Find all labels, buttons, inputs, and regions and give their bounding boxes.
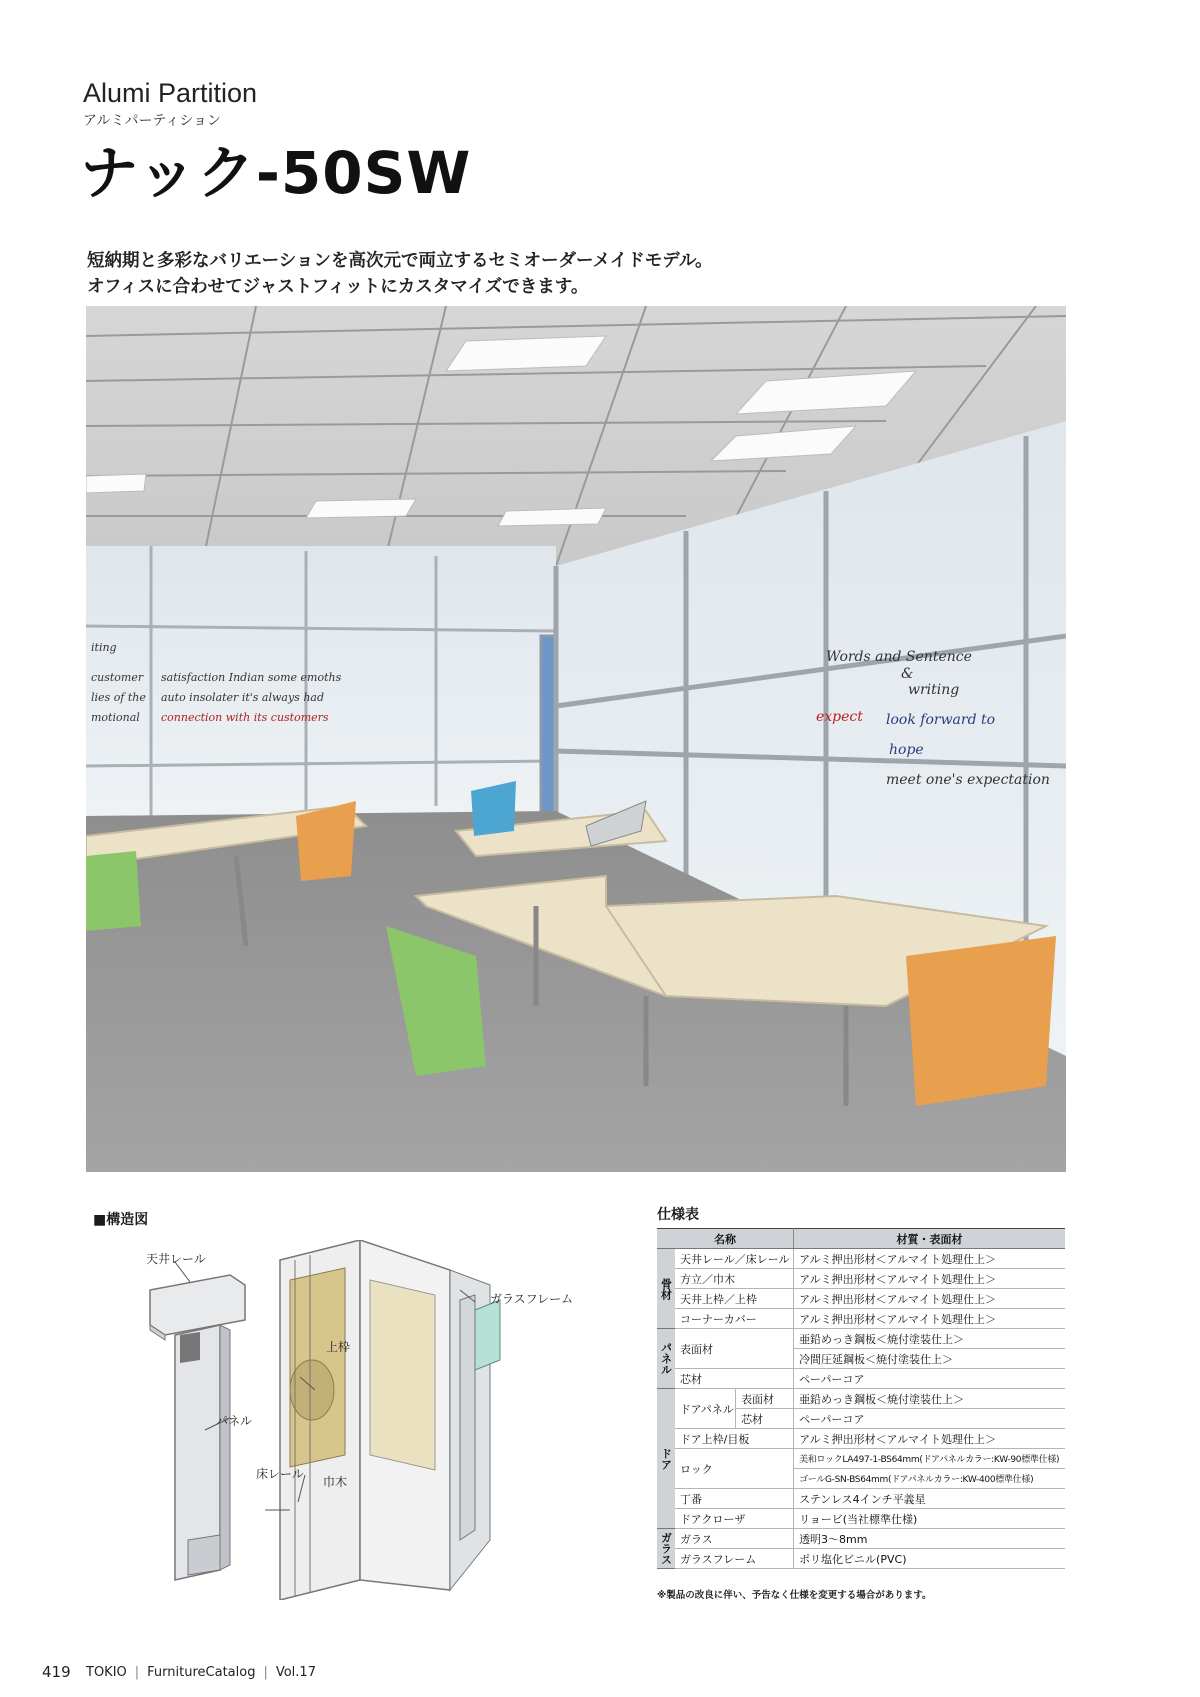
spec-name: ガラスフレーム — [675, 1549, 794, 1569]
table-row — [657, 1289, 1065, 1309]
spec-note: ※製品の改良に伴い、予告なく仕様を変更する場合があります。 — [657, 1590, 932, 1601]
spec-name: ドアパネル — [675, 1389, 736, 1429]
spec-material: アルミ押出形材＜アルマイト処理仕上＞ — [794, 1309, 1065, 1329]
table-row — [657, 1549, 1065, 1569]
spec-name: ガラス — [675, 1529, 794, 1549]
spec-material: ゴールG-SN-BS64mm(ドアパネルカラー:KW-400標準仕様) — [794, 1469, 1065, 1489]
footer-volume: Vol.17 — [275, 1665, 316, 1680]
spec-material: ペーパーコア — [794, 1369, 1065, 1389]
spec-group-door: ドア — [657, 1389, 675, 1529]
tagline-line-1: 短納期と多彩なバリエーションを高次元で両立するセミオーダーメイドモデル。 — [87, 251, 713, 271]
whiteboard-text: meet one's expectation — [886, 772, 1050, 788]
spec-name: 方立／巾木 — [675, 1269, 794, 1289]
spec-group-frame: 骨材 — [657, 1249, 675, 1329]
spec-material: ポリ塩化ビニル(PVC) — [794, 1549, 1065, 1569]
table-row — [657, 1369, 1065, 1389]
table-row — [657, 1269, 1065, 1289]
series-title-en: Alumi Partition — [83, 78, 258, 108]
spec-name: ドアクローザ — [675, 1509, 794, 1529]
page-number: 419 — [42, 1663, 71, 1681]
spec-material: アルミ押出形材＜アルマイト処理仕上＞ — [794, 1429, 1065, 1449]
spec-name: 芯材 — [675, 1369, 794, 1389]
product-photo — [86, 306, 1066, 1172]
whiteboard-text: & — [901, 666, 914, 682]
label-glass-frame: ガラスフレーム — [490, 1292, 574, 1306]
spec-material: アルミ押出形材＜アルマイト処理仕上＞ — [794, 1269, 1065, 1289]
whiteboard-text: writing — [908, 682, 960, 698]
whiteboard-text: expect — [816, 709, 863, 725]
product-name: ナック-50SW — [80, 139, 472, 207]
footer-catalog-info: TOKIO | FurnitureCatalog | Vol.17 — [86, 1665, 316, 1680]
table-row — [657, 1429, 1065, 1449]
table-row — [657, 1309, 1065, 1329]
label-baseboard: 巾木 — [323, 1475, 348, 1489]
whiteboard-text: lies of the — [91, 691, 146, 704]
whiteboard-text: satisfaction Indian some emoths — [161, 671, 342, 684]
table-row — [657, 1529, 1065, 1549]
table-row — [657, 1489, 1065, 1509]
spec-material: 亜鉛めっき鋼板＜焼付塗装仕上＞ — [794, 1389, 1065, 1409]
label-ceiling-rail: 天井レール — [146, 1252, 206, 1266]
spec-name: 丁番 — [675, 1489, 794, 1509]
spec-name: 表面材 — [675, 1329, 794, 1369]
whiteboard-text: look forward to — [886, 712, 996, 728]
label-floor-rail: 床レール — [256, 1467, 304, 1481]
table-row — [657, 1249, 1065, 1269]
spec-material: 美和ロックLA497-1-BS64mm(ドアパネルカラー:KW-90標準仕様) — [794, 1449, 1065, 1469]
spec-material: 透明3～8mm — [794, 1529, 1065, 1549]
whiteboard-text: hope — [889, 742, 924, 758]
spec-name: 天井上枠／上枠 — [675, 1289, 794, 1309]
spec-col-material: 材質・表面材 — [794, 1229, 1065, 1249]
spec-col-name: 名称 — [657, 1229, 794, 1249]
spec-name: ロック — [675, 1449, 794, 1489]
spec-group-glass: ガラス — [657, 1529, 675, 1569]
spec-material: リョービ(当社標準仕様) — [794, 1509, 1065, 1529]
whiteboard-text: connection with its customers — [161, 711, 329, 724]
whiteboard-text: auto insolater it's always had — [161, 691, 325, 704]
whiteboard-text: customer — [91, 671, 144, 684]
spec-subname: 表面材 — [736, 1389, 794, 1409]
spec-name: 天井レール／床レール — [675, 1249, 794, 1269]
spec-table — [657, 1228, 1065, 1569]
spec-material: アルミ押出形材＜アルマイト処理仕上＞ — [794, 1249, 1065, 1269]
tagline-line-2: オフィスに合わせてジャストフィットにカスタマイズできます。 — [87, 277, 589, 297]
label-upper-frame: 上枠 — [326, 1340, 351, 1354]
spec-material: 亜鉛めっき鋼板＜焼付塗装仕上＞ — [794, 1329, 1065, 1349]
spec-material: 冷間圧延鋼板＜焼付塗装仕上＞ — [794, 1349, 1065, 1369]
table-row — [657, 1509, 1065, 1529]
footer-brand: TOKIO — [86, 1665, 127, 1680]
label-panel: パネル — [216, 1414, 253, 1428]
spec-subname: 芯材 — [736, 1409, 794, 1429]
series-title-ja: アルミパーティション — [83, 113, 222, 129]
spec-group-panel: パネル — [657, 1329, 675, 1389]
spec-material: ペーパーコア — [794, 1409, 1065, 1429]
structure-heading: ■構造図 — [93, 1212, 149, 1228]
spec-header-row — [657, 1229, 1065, 1249]
table-row — [657, 1389, 1065, 1409]
spec-name: コーナーカバー — [675, 1309, 794, 1329]
spec-material: アルミ押出形材＜アルマイト処理仕上＞ — [794, 1289, 1065, 1309]
spec-name: ドア上枠/目板 — [675, 1429, 794, 1449]
footer-catalog: FurnitureCatalog — [147, 1665, 256, 1680]
table-row — [657, 1329, 1065, 1349]
spec-heading: 仕様表 — [657, 1207, 699, 1223]
whiteboard-text: Words and Sentence — [826, 649, 972, 665]
table-row — [657, 1449, 1065, 1469]
whiteboard-text: iting — [91, 641, 117, 654]
spec-material: ステンレス4インチ平義星 — [794, 1489, 1065, 1509]
whiteboard-text: motional — [91, 711, 140, 724]
